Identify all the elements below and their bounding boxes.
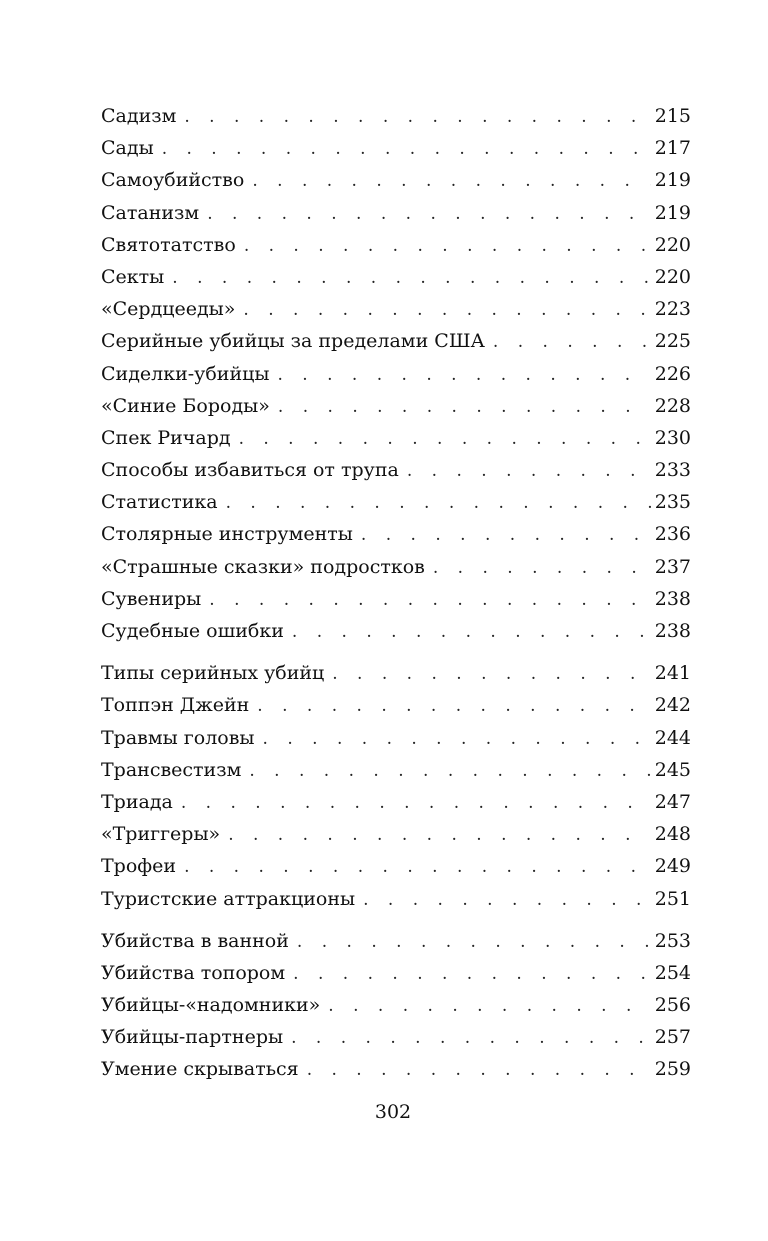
toc-entry[interactable] xyxy=(101,100,691,132)
dot-leader xyxy=(277,359,650,391)
table-of-contents xyxy=(101,100,691,1086)
toc-entry[interactable] xyxy=(101,583,691,615)
toc-entry-title: Сатанизм xyxy=(101,201,200,224)
toc-entry-title: Трофеи xyxy=(101,855,177,878)
toc-entry[interactable] xyxy=(101,164,691,196)
toc-entry-page: 256 xyxy=(654,994,691,1017)
toc-entry[interactable] xyxy=(101,454,691,486)
toc-entry-page: 257 xyxy=(654,1026,691,1049)
toc-group-u xyxy=(101,925,691,1086)
toc-entry[interactable] xyxy=(101,818,691,850)
toc-entry-title: «Страшные сказки» подростков xyxy=(101,555,425,578)
toc-entry-title: Типы серийных убийц xyxy=(101,662,325,685)
toc-entry[interactable] xyxy=(101,358,691,390)
toc-entry-title: Судебные ошибки xyxy=(101,620,284,642)
toc-entry-title: Травмы головы xyxy=(101,726,255,749)
toc-entry-title: Убийства топором xyxy=(101,961,286,984)
toc-entry[interactable] xyxy=(101,657,691,689)
toc-entry-title: Столярные инструменты xyxy=(101,523,353,546)
toc-entry-page: 235 xyxy=(654,491,691,514)
dot-leader xyxy=(184,851,651,883)
toc-entry[interactable] xyxy=(101,390,691,422)
toc-entry-page: 219 xyxy=(654,201,691,224)
dot-leader xyxy=(181,787,651,819)
toc-entry[interactable] xyxy=(101,551,691,583)
dot-leader xyxy=(226,487,651,519)
dot-leader xyxy=(257,690,650,722)
toc-entry-title: Убийцы-«надомники» xyxy=(101,994,321,1017)
dot-leader xyxy=(252,165,650,197)
toc-entry-page: 244 xyxy=(654,726,691,749)
toc-entry[interactable] xyxy=(101,754,691,786)
toc-entry[interactable] xyxy=(101,989,691,1021)
dot-leader xyxy=(293,958,651,990)
toc-entry-title: «Сердцееды» xyxy=(101,298,236,321)
toc-entry-page: 237 xyxy=(654,555,691,578)
toc-entry-page: 241 xyxy=(654,662,691,685)
toc-entry[interactable] xyxy=(101,132,691,164)
toc-entry-title: Сувениры xyxy=(101,587,202,610)
toc-entry[interactable] xyxy=(101,325,691,357)
toc-entry[interactable] xyxy=(101,518,691,550)
toc-entry[interactable] xyxy=(101,615,691,647)
toc-entry-title: Убийства в ванной xyxy=(101,929,289,952)
toc-entry-page: 215 xyxy=(654,105,691,127)
toc-entry-page: 220 xyxy=(654,233,691,256)
toc-entry-page: 230 xyxy=(654,426,691,449)
toc-entry-page: 242 xyxy=(654,694,691,717)
toc-entry[interactable] xyxy=(101,925,691,957)
dot-leader xyxy=(297,926,651,958)
dot-leader xyxy=(243,294,650,326)
dot-leader xyxy=(361,519,651,551)
toc-entry-title: Святотатство xyxy=(101,233,236,256)
toc-entry-page: 253 xyxy=(654,929,691,952)
toc-entry[interactable] xyxy=(101,957,691,989)
toc-entry-page: 226 xyxy=(654,362,691,385)
dot-leader xyxy=(291,1022,651,1054)
toc-entry-page: 225 xyxy=(654,330,691,353)
toc-entry[interactable] xyxy=(101,1021,691,1053)
toc-entry[interactable] xyxy=(101,229,691,261)
toc-entry[interactable] xyxy=(101,261,691,293)
toc-entry-title: Способы избавиться от трупа xyxy=(101,459,399,482)
toc-entry-title: Умение скрываться xyxy=(101,1058,299,1081)
toc-entry-page: 236 xyxy=(654,523,691,546)
toc-entry[interactable] xyxy=(101,422,691,454)
toc-entry[interactable] xyxy=(101,850,691,882)
dot-leader xyxy=(328,990,650,1022)
toc-entry[interactable] xyxy=(101,197,691,229)
toc-entry-title: Самоубийство xyxy=(101,169,245,192)
toc-entry[interactable] xyxy=(101,722,691,754)
dot-leader xyxy=(292,616,651,648)
dot-leader xyxy=(493,326,651,358)
toc-entry-page: 220 xyxy=(654,265,691,288)
toc-entry[interactable] xyxy=(101,293,691,325)
dot-leader xyxy=(172,262,650,294)
toc-entry-page: 248 xyxy=(654,823,691,846)
dot-leader xyxy=(363,884,651,916)
toc-entry-title: Трансвестизм xyxy=(101,758,242,781)
toc-entry[interactable] xyxy=(101,486,691,518)
dot-leader xyxy=(244,230,651,262)
toc-entry-title: Туристские аттракционы xyxy=(101,887,356,910)
toc-entry-page: 238 xyxy=(654,620,691,642)
toc-entry-page: 259 xyxy=(654,1058,691,1081)
toc-entry-title: Статистика xyxy=(101,491,218,514)
toc-entry-page: 223 xyxy=(654,298,691,321)
toc-entry-page: 228 xyxy=(654,394,691,417)
toc-entry-title: Садизм xyxy=(101,105,177,127)
toc-entry-page: 247 xyxy=(654,790,691,813)
toc-entry-title: Триада xyxy=(101,790,173,813)
toc-entry[interactable] xyxy=(101,1053,691,1085)
toc-entry-page: 254 xyxy=(654,961,691,984)
dot-leader xyxy=(407,455,651,487)
dot-leader xyxy=(162,133,651,165)
toc-entry-title: Секты xyxy=(101,265,165,288)
toc-entry-title: Серийные убийцы за пределами США xyxy=(101,330,485,353)
dot-leader xyxy=(263,723,651,755)
toc-entry-page: 245 xyxy=(654,758,691,781)
toc-group-t xyxy=(101,657,691,915)
toc-entry[interactable] xyxy=(101,689,691,721)
toc-entry-page: 238 xyxy=(654,587,691,610)
toc-entry-title: Убийцы-партнеры xyxy=(101,1026,284,1049)
dot-leader xyxy=(228,819,651,851)
toc-entry[interactable] xyxy=(101,786,691,818)
dot-leader xyxy=(239,423,651,455)
toc-entry-page: 249 xyxy=(654,855,691,878)
toc-entry-page: 219 xyxy=(654,169,691,192)
toc-entry-title: Спек Ричард xyxy=(101,426,231,449)
toc-entry-page: 217 xyxy=(654,137,691,160)
toc-group-s xyxy=(101,100,691,647)
toc-entry-page: 233 xyxy=(654,459,691,482)
dot-leader xyxy=(307,1054,651,1086)
dot-leader xyxy=(184,101,650,133)
toc-entry-page: 251 xyxy=(654,887,691,910)
dot-leader xyxy=(433,552,651,584)
dot-leader xyxy=(278,391,651,423)
toc-entry[interactable] xyxy=(101,883,691,915)
dot-leader xyxy=(209,584,650,616)
toc-entry-title: «Синие Бороды» xyxy=(101,394,270,417)
dot-leader xyxy=(249,755,650,787)
page-number: 302 xyxy=(374,1101,412,1123)
dot-leader xyxy=(332,658,650,690)
toc-entry-title: Топпэн Джейн xyxy=(101,694,250,717)
toc-entry-title: Сады xyxy=(101,137,154,160)
toc-entry-title: «Триггеры» xyxy=(101,823,221,846)
toc-entry-title: Сиделки-убийцы xyxy=(101,362,270,385)
dot-leader xyxy=(207,198,651,230)
